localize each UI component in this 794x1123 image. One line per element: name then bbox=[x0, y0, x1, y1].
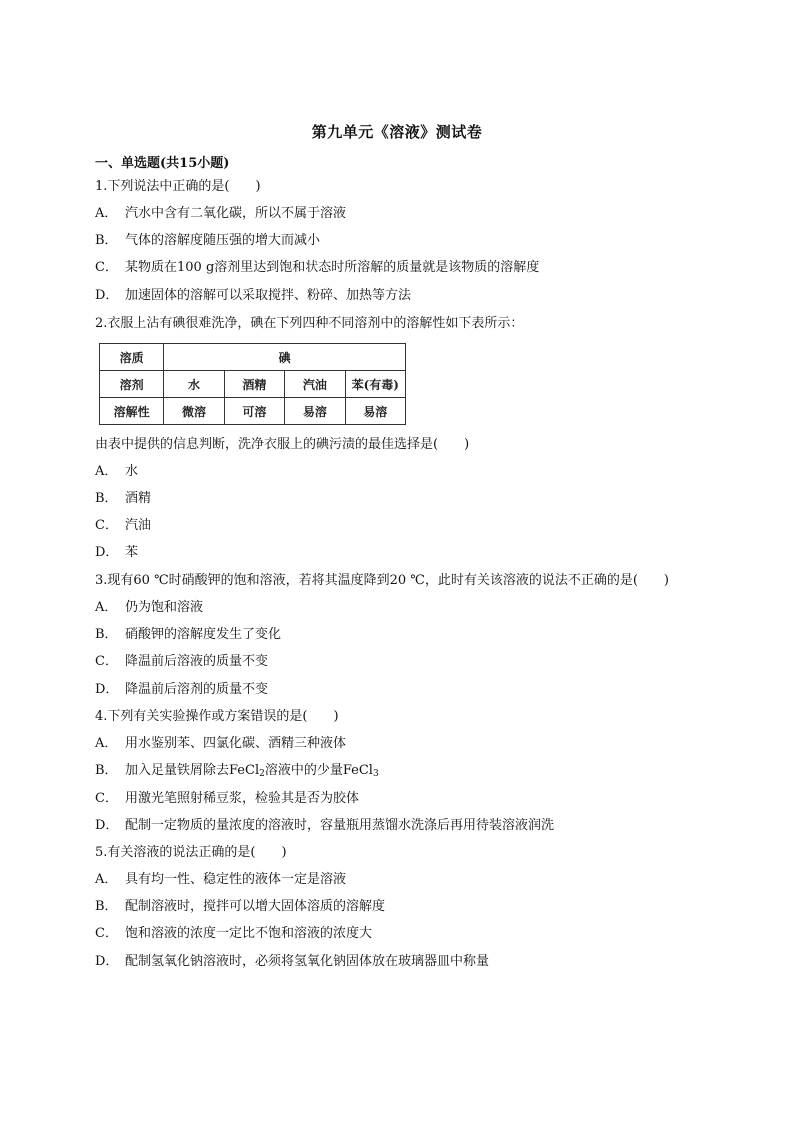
option-letter: A． bbox=[95, 206, 118, 221]
option-letter: D． bbox=[95, 954, 119, 969]
table-cell: 汽油 bbox=[285, 371, 345, 398]
option-text: 具有均一性、稳定性的液体一定是溶液 bbox=[125, 872, 347, 887]
option-letter: B． bbox=[95, 899, 118, 914]
question-2-stem-2: 由表中提供的信息判断，洗净衣服上的碘污渍的最佳选择是( ) bbox=[95, 437, 470, 452]
option-text: 配制氢氧化钠溶液时，必须将氢氧化钠固体放在玻璃器皿中称量 bbox=[125, 954, 490, 969]
question-3-stem: 3.现有60 ℃时硝酸钾的饱和溶液，若将其温度降到20 ℃，此时有关该溶液的说法不正确的是( ) bbox=[95, 573, 669, 588]
table-cell: 碘 bbox=[164, 344, 406, 371]
table-cell: 溶解性 bbox=[100, 398, 164, 425]
question-1-option-b bbox=[95, 233, 320, 249]
option-text: 配制溶液时，搅拌可以增大固体溶质的溶解度 bbox=[125, 899, 386, 914]
option-letter: A． bbox=[95, 736, 118, 751]
question-4-stem: 4.下列有关实验操作或方案错误的是( ) bbox=[95, 709, 339, 724]
question-2-option-b bbox=[95, 491, 151, 507]
question-5-option-d bbox=[95, 954, 489, 970]
option-letter: C． bbox=[95, 260, 118, 275]
question-3-option-b bbox=[95, 627, 281, 643]
option-letter: D． bbox=[95, 545, 119, 560]
question-2-option-a bbox=[95, 464, 138, 480]
question-4-option-c bbox=[95, 791, 359, 807]
option-letter: A． bbox=[95, 600, 118, 615]
table-cell: 可溶 bbox=[224, 398, 284, 425]
option-text: 酒精 bbox=[125, 491, 152, 506]
option-letter: B． bbox=[95, 763, 118, 778]
section-heading: 一、单选题(共15小题) bbox=[95, 156, 230, 171]
question-1-option-a bbox=[95, 206, 346, 222]
question-1-option-d bbox=[95, 288, 411, 304]
option-letter: C． bbox=[95, 926, 118, 941]
option-text: 水 bbox=[125, 464, 139, 479]
option-text: 配制一定物质的量浓度的溶液时，容量瓶用蒸馏水洗涤后再用待装溶液润洗 bbox=[125, 818, 555, 833]
question-3-option-c bbox=[95, 654, 268, 670]
table-cell: 易溶 bbox=[345, 398, 405, 425]
option-letter: D． bbox=[95, 682, 119, 697]
table-cell: 水 bbox=[164, 371, 224, 398]
option-text: 某物质在100 g溶剂里达到饱和状态时所溶解的质量就是该物质的溶解度 bbox=[125, 260, 540, 275]
option-text: 降温前后溶液的质量不变 bbox=[125, 654, 269, 669]
option-text: 仍为饱和溶液 bbox=[125, 600, 204, 615]
option-letter: C． bbox=[95, 654, 118, 669]
table-row bbox=[100, 371, 406, 398]
table-cell: 苯(有毒) bbox=[345, 371, 405, 398]
subscript: 3 bbox=[372, 769, 379, 779]
question-3-option-a bbox=[95, 600, 203, 616]
question-2-option-d bbox=[95, 545, 138, 561]
question-1-option-c bbox=[95, 260, 539, 276]
option-letter: D． bbox=[95, 288, 119, 303]
question-2-stem: 2.衣服上沾有碘很难洗净，碘在下列四种不同溶剂中的溶解性如下表所示： bbox=[95, 316, 524, 331]
option-letter: B． bbox=[95, 491, 118, 506]
option-text: 溶液中的少量FeCl bbox=[264, 763, 373, 778]
table-cell: 溶质 bbox=[100, 344, 164, 371]
option-letter: A． bbox=[95, 872, 118, 887]
question-1-stem: 1.下列说法中正确的是( ) bbox=[95, 179, 261, 194]
question-5-option-b bbox=[95, 899, 385, 915]
table-row bbox=[100, 344, 406, 371]
question-4-option-b bbox=[95, 763, 379, 782]
option-letter: B． bbox=[95, 627, 118, 642]
option-text: 用激光笔照射稀豆浆，检验其是否为胶体 bbox=[125, 791, 360, 806]
option-letter: D． bbox=[95, 818, 119, 833]
table-cell: 酒精 bbox=[224, 371, 284, 398]
question-4-option-d bbox=[95, 818, 554, 834]
option-letter: A． bbox=[95, 464, 118, 479]
subscript: 2 bbox=[259, 769, 265, 779]
option-text: 汽水中含有二氧化碳，所以不属于溶液 bbox=[125, 206, 347, 221]
option-text: 加入足量铁屑除去FeCl bbox=[125, 763, 260, 778]
option-letter: C． bbox=[95, 518, 118, 533]
option-text: 用水鉴别苯、四氯化碳、酒精三种液体 bbox=[125, 736, 347, 751]
table-row bbox=[100, 398, 406, 425]
question-4-option-a bbox=[95, 736, 346, 752]
option-text: 降温前后溶剂的质量不变 bbox=[125, 682, 269, 697]
option-text: 气体的溶解度随压强的增大而减小 bbox=[125, 233, 321, 248]
option-letter: C． bbox=[95, 791, 118, 806]
question-5-option-c bbox=[95, 926, 372, 942]
table-cell: 溶剂 bbox=[100, 371, 164, 398]
table-cell: 易溶 bbox=[285, 398, 345, 425]
solubility-table bbox=[99, 343, 406, 425]
option-text: 汽油 bbox=[125, 518, 152, 533]
table-cell: 微溶 bbox=[164, 398, 224, 425]
question-3-option-d bbox=[95, 682, 268, 698]
page-title: 第九单元《溶液》测试卷 bbox=[311, 123, 483, 141]
option-text: 苯 bbox=[125, 545, 139, 560]
option-text: 饱和溶液的浓度一定比不饱和溶液的浓度大 bbox=[125, 926, 373, 941]
option-text: 硝酸钾的溶解度发生了变化 bbox=[125, 627, 282, 642]
option-text: 加速固体的溶解可以采取搅拌、粉碎、加热等方法 bbox=[125, 288, 412, 303]
question-5-stem: 5.有关溶液的说法正确的是( ) bbox=[95, 845, 287, 860]
question-2-option-c bbox=[95, 518, 151, 534]
question-5-option-a bbox=[95, 872, 346, 888]
option-letter: B． bbox=[95, 233, 118, 248]
